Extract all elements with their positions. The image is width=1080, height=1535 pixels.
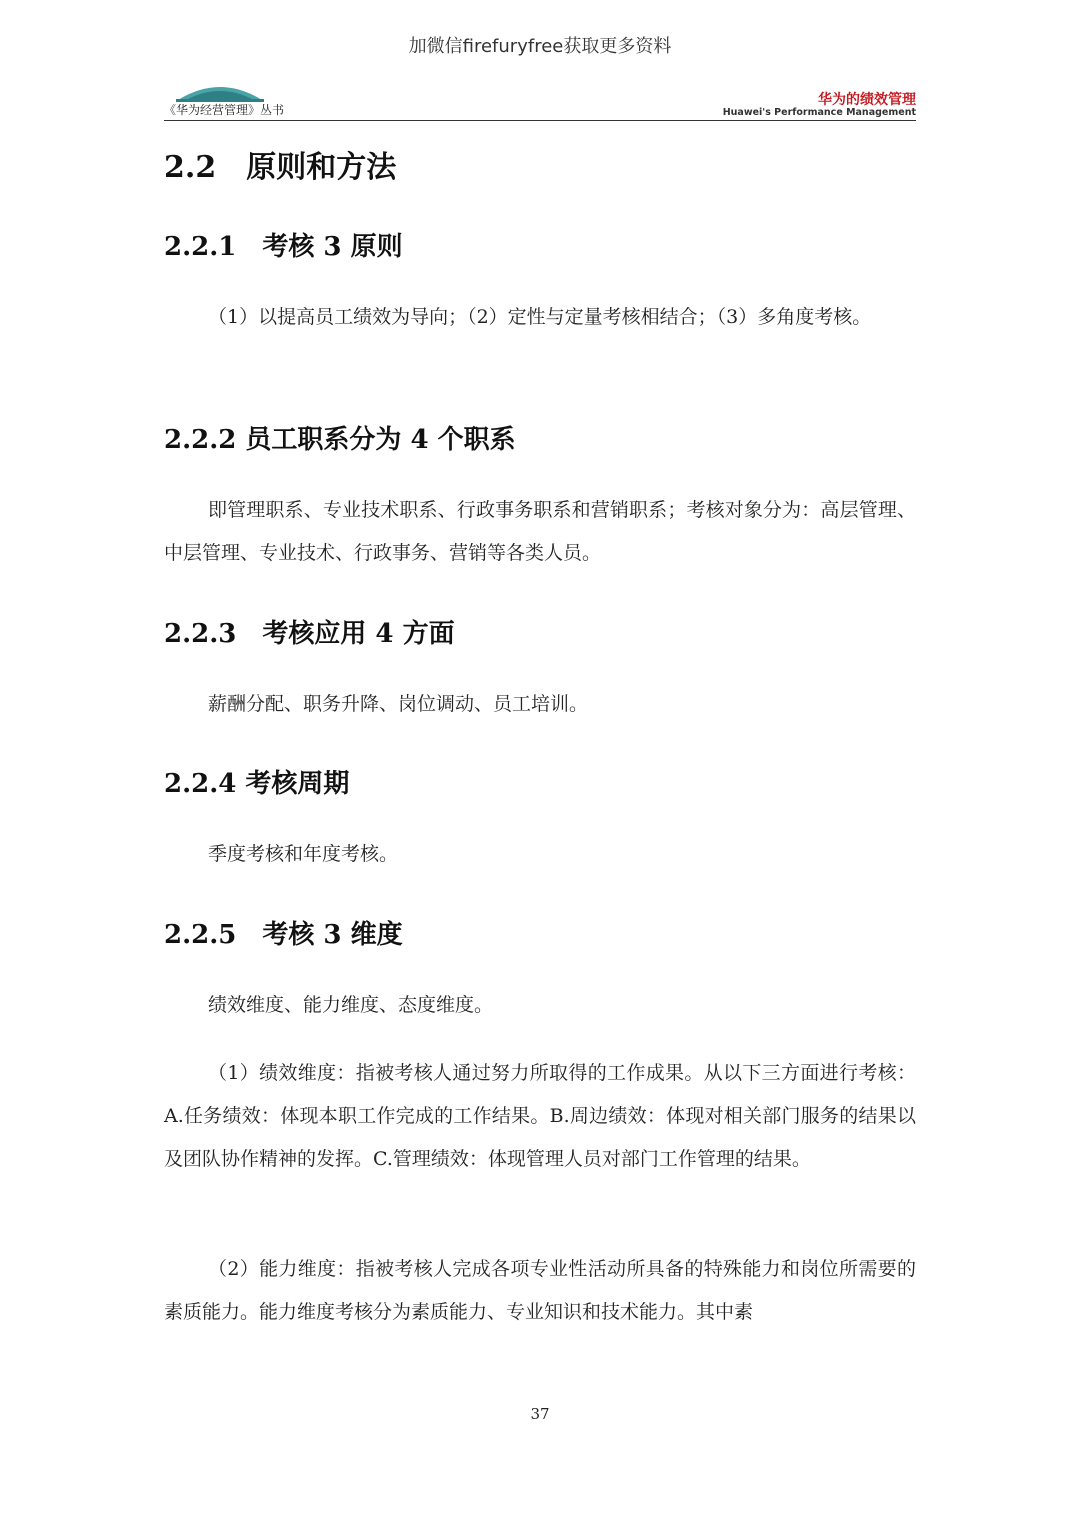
subsection-heading-2-2-5: 2.2.5 考核 3 维度 [164,920,403,950]
section-heading: 2.2 原则和方法 [164,150,397,185]
series-logo-icon [176,78,264,102]
paragraph-cycle: 季度考核和年度考核。 [208,843,399,865]
page-number: 37 [530,1405,550,1423]
subsection-heading-2-2-1: 2.2.1 考核 3 原则 [164,232,403,262]
subsection-heading-2-2-3: 2.2.3 考核应用 4 方面 [164,619,455,649]
header-book-title-cn: 华为的绩效管理 [818,92,916,108]
header-divider [164,120,916,121]
paragraph-performance-dimension: （1）绩效维度：指被考核人通过努力所取得的工作成果。从以下三方面进行考核：A.任务绩效：体现本职工作完成的工作结果。B.周边绩效：体现对相关部门服务的结果以及团队协作精神的发挥。C.管理绩效：体现管理人员对部门工作管理的结果。 [164,1062,916,1170]
watermark-text: 加微信firefuryfree获取更多资料 [408,36,672,57]
subsection-heading-2-2-4: 2.2.4 考核周期 [164,769,350,799]
header-book-title-en: Huawei's Performance Management [722,107,916,118]
paragraph-dimensions-intro: 绩效维度、能力维度、态度维度。 [208,994,494,1016]
paragraph-ability-dimension: （2）能力维度：指被考核人完成各项专业性活动所具备的特殊能力和岗位所需要的素质能力。能力维度考核分为素质能力、专业知识和技术能力。其中素 [164,1258,916,1323]
subsection-heading-2-2-2: 2.2.2 员工职系分为 4 个职系 [164,425,516,455]
paragraph-principles: （1）以提高员工绩效为导向；（2）定性与定量考核相结合；（3）多角度考核。 [208,306,872,328]
paragraph-applications: 薪酬分配、职务升降、岗位调动、员工培训。 [208,693,589,715]
header-series-title: 《华为经营管理》丛书 [164,103,285,117]
paragraph-job-families: 即管理职系、专业技术职系、行政事务职系和营销职系；考核对象分为：高层管理、中层管理、专业技术、行政事务、营销等各类人员。 [164,499,916,564]
